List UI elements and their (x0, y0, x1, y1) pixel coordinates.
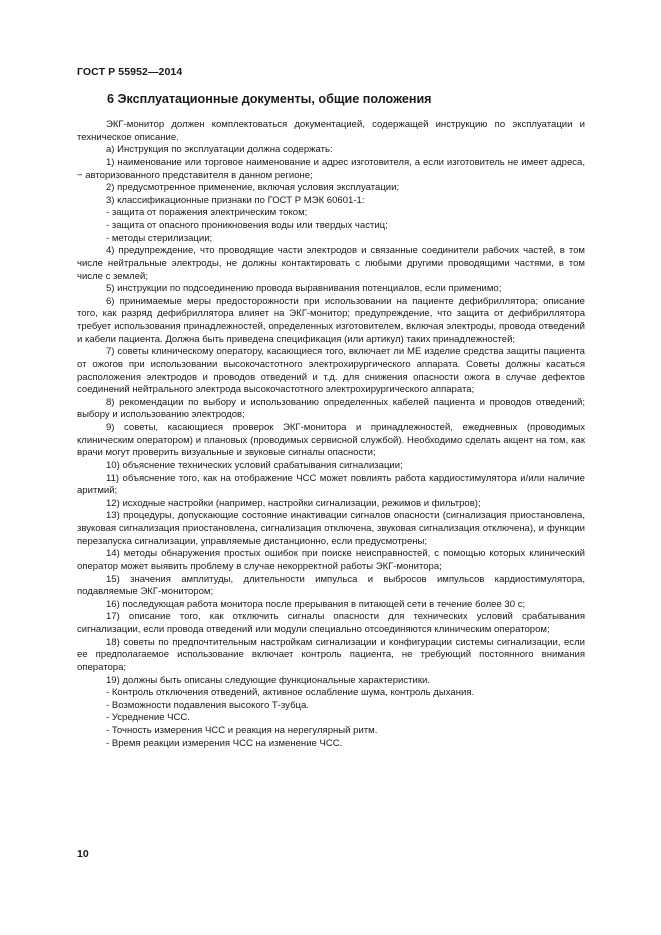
document-body (77, 119, 585, 750)
paragraph: 6) принимаемые меры предосторожности при использовании на пациенте дефибриллятора; описание того, как разряд дефибриллятора влияет на ЭКГ-монитор; предупреждение, что защита от дефибриллятора требует использования принадлежностей, определенных изготовителем, включая электроды, провода отведений и кабели пациента. Должна быть приведена спецификация (или артикул) таких принадлежностей; (77, 295, 585, 345)
paragraph: 14) методы обнаружения простых ошибок при поиске неисправностей, с помощью которых клинический оператор может выявить проблему в случае некорректной работы ЭКГ-монитора; (77, 548, 585, 572)
paragraph: 15) значения амплитуды, длительности импульса и выбросов импульсов кардиостимулятора, подавляемые ЭКГ-монитором; (77, 573, 585, 598)
paragraph: - защита от поражения электрическим током; (106, 207, 308, 219)
paragraph: 5) инструкции по подсоединению провода выравнивания потенциалов, если применимо; (106, 283, 502, 295)
paragraph: 2) предусмотренное применение, включая условия эксплуатации; (106, 182, 400, 194)
paragraph: - Контроль отключения отведений, активное ослабление шума, контроль дыхания. (106, 687, 475, 699)
paragraph: 19) должны быть описаны следующие функциональные характеристики. (106, 674, 431, 686)
paragraph: 11) объяснение того, как на отображение ЧСС может повлиять работа кардиостимулятора и/или наличие аритмий; (77, 472, 585, 497)
paragraph: 9) советы, касающиеся проверок ЭКГ-монитора и принадлежностей, ежедневных (проводимых клиническим оператором) и плановых (проводимых сервисной службой). Необходимо сделать акцент на том, как врачи могут проверить визуальные и звуковые сигналы опасности; (77, 422, 585, 459)
paragraph: а) Инструкция по эксплуатации должна содержать: (106, 144, 333, 156)
page-number: 10 (77, 848, 89, 860)
paragraph: 7) советы клиническому оператору, касающиеся того, включает ли МЕ изделие средства защиты пациента от ожогов при использовании высокочастотного электрохирургического аппарата. Советы должны касаться расположения электродов и проводов отведений и т.д. для снижения опасности ожога в случае дефектов соединений нейтрального электрода высокочастотного электрохирургического аппарата; (77, 346, 585, 396)
paragraph: - Возможности подавления высокого Т-зубца. (106, 699, 309, 711)
paragraph: 8) рекомендации по выбору и использованию определенных кабелей пациента и проводов отведений; выбору и использованию электродов; (77, 396, 585, 421)
paragraph: 17) описание того, как отключить сигналы опасности для технических условий срабатывания сигнализации, если провода отведений или модули специально отсоединяются клиническим оператором; (77, 611, 585, 635)
paragraph: 10) объяснение технических условий срабатывания сигнализации; (106, 459, 403, 471)
paragraph: - методы стерилизации; (106, 232, 213, 244)
paragraph: - Усреднение ЧСС. (106, 712, 190, 724)
paragraph: 13) процедуры, допускающие состояние инактивации сигналов опасности (сигнализация приостановлена, звуковая сигнализация приостановлена, сигнализация отключена, звуковая сигнализация отключена), и функции перезапуска сигнализации, управляемые дистанционно, если предусмотрены; (77, 510, 585, 547)
paragraph: 18) советы по предпочтительным настройкам сигнализации и конфигурации системы сигнализации, если ее предполагаемое использование включает контроль пациента, не требующий постоянного внимания оператора; (77, 636, 585, 673)
paragraph: 3) классификационные признаки по ГОСТ Р МЭК 60601-1: (106, 194, 365, 206)
paragraph: - защита от опасного проникновения воды или твердых частиц; (106, 220, 388, 231)
section-title: 6 Эксплуатационные документы, общие положения (107, 92, 432, 106)
paragraph: ЭКГ-монитор должен комплектоваться документацией, содержащей инструкцию по эксплуатации и техническое описание. (77, 119, 585, 143)
paragraph: 4) предупреждение, что проводящие части электродов и связанные соединители рабочих частей, в том числе нейтральные электроды, не должны контактировать с любыми другими проводящими частями, в том числе с землей; (77, 245, 585, 282)
paragraph: - Точность измерения ЧСС и реакция на нерегулярный ритм. (106, 725, 378, 736)
document-header: ГОСТ Р 55952—2014 (77, 66, 183, 78)
paragraph: 12) исходные настройки (например, настройки сигнализации, режимов и фильтров); (106, 497, 481, 509)
paragraph: 16) последующая работа монитора после прерывания в питающей сети в течение более 30 с; (106, 598, 526, 610)
paragraph: - Время реакции измерения ЧСС на изменение ЧСС. (106, 737, 343, 749)
paragraph: 1) наименование или торговое наименование и адрес изготовителя, а если изготовитель не имеет адреса, − авторизованного представителя в данном регионе; (77, 156, 585, 181)
